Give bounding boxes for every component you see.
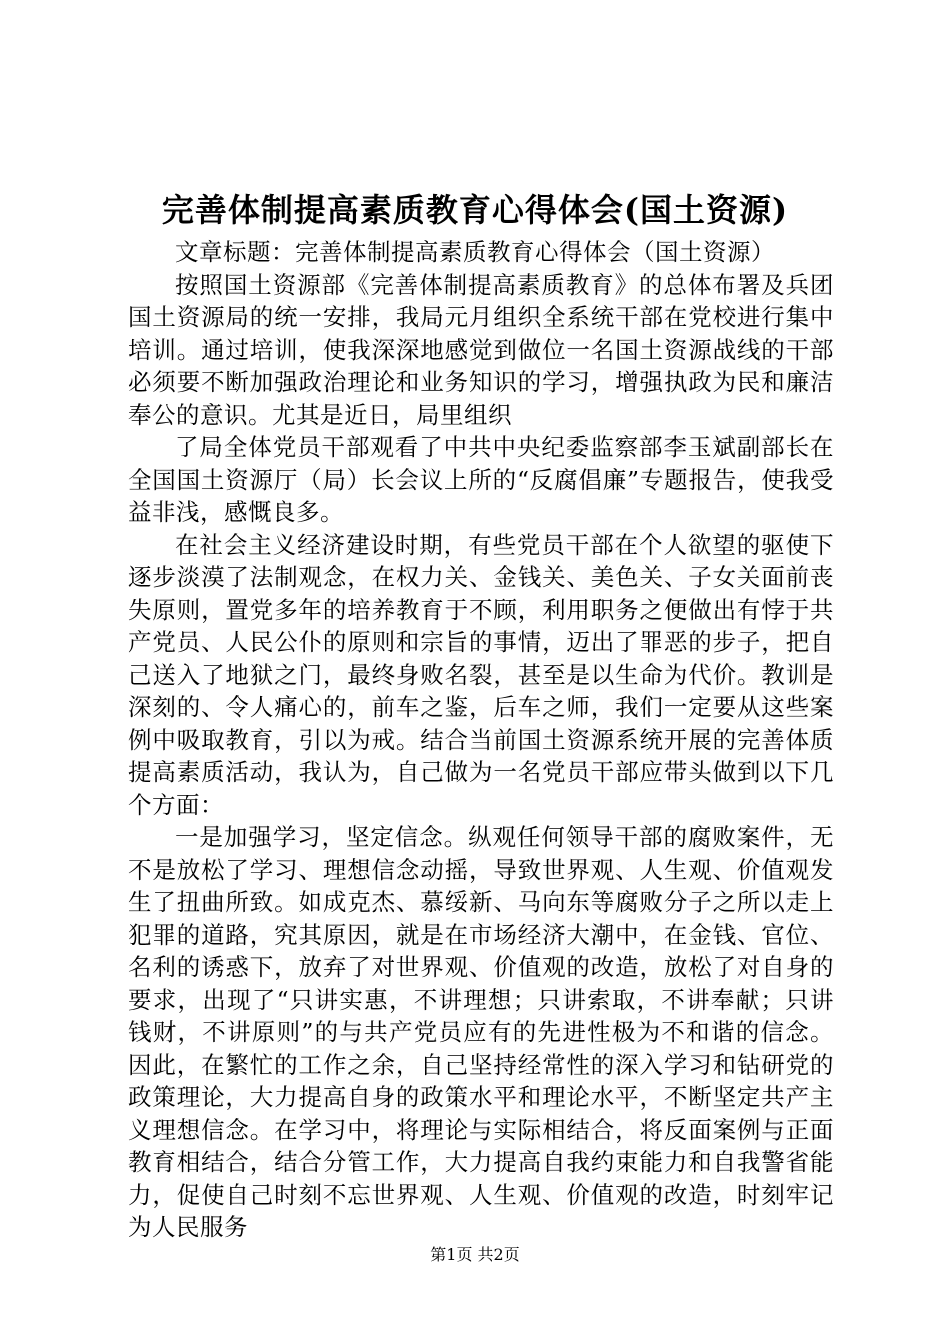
page-number-footer: 第1页 共2页 [430, 1245, 520, 1264]
article-heading-line: 文章标题：完善体制提高素质教育心得体会（国土资源） [175, 238, 775, 266]
document-body [128, 236, 834, 1244]
document-title: 完善体制提高素质教育心得体会(国土资源) [161, 191, 789, 229]
body-paragraph: 按照国土资源部《完善体制提高素质教育》的总体布署及兵团国土资源局的统一安排，我局元月组织全系统干部在党校进行集中培训。通过培训，使我深深地感觉到做位一名国土资源战线的干部必须要不断加强政治理论和业务知识的学习，增强执政为民和廉洁奉公的意识。尤其是近日，局里组织 [128, 270, 834, 429]
body-paragraph: 了局全体党员干部观看了中共中央纪委监察部李玉斌副部长在全国国土资源厅（局）长会议上所的“反腐倡廉”专题报告，使我受益非浅，感慨良多。 [128, 433, 834, 526]
body-paragraph: 在社会主义经济建设时期，有些党员干部在个人欲望的驱使下逐步淡漠了法制观念，在权力关、金钱关、美色关、子女关面前丧失原则，置党多年的培养教育于不顾，利用职务之便做出有悖于共产党员、人民公仆的原则和宗旨的事情，迈出了罪恶的步子，把自己送入了地狱之门，最终身败名裂，甚至是以生命为代价。教训是深刻的、令人痛心的，前车之鉴，后车之师，我们一定要从这些案例中吸取教育，引以为戒。结合当前国土资源系统开展的完善体质提高素质活动，我认为，自己做为一名党员干部应带头做到以下几个方面： [128, 530, 834, 819]
body-paragraph: 一是加强学习，坚定信念。纵观任何领导干部的腐败案件，无不是放松了学习、理想信念动摇，导致世界观、人生观、价值观发生了扭曲所致。如成克杰、慕绥新、马向东等腐败分子之所以走上犯罪的道路，究其原因，就是在市场经济大潮中，在金钱、官位、名利的诱惑下，放弃了对世界观、价值观的改造，放松了对自身的要求，出现了“只讲实惠，不讲理想；只讲索取，不讲奉献；只讲钱财，不讲原则”的与共产党员应有的先进性极为不和谐的信念。因此，在繁忙的工作之余，自己坚持经常性的深入学习和钻研党的政策理论，大力提高自身的政策水平和理论水平，不断坚定共产主义理想信念。在学习中，将理论与实际相结合，将反面案例与正面教育相结合，结合分管工作，大力提高自我约束能力和自我警省能力，促使自己时刻不忘世界观、人生观、价值观的改造，时刻牢记为人民服务 [128, 823, 834, 1241]
